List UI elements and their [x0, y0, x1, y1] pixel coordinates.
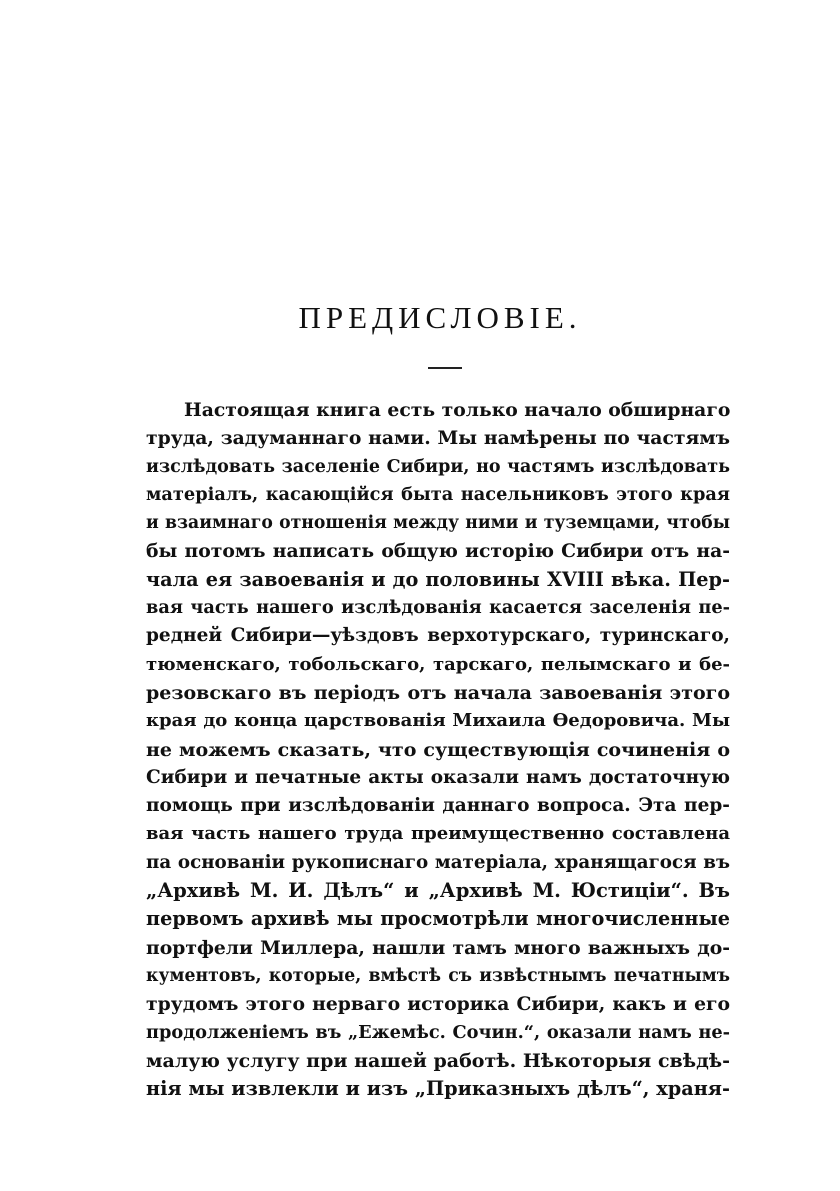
- text-line: и взаимнаго отношенія между ними и туземцами, чтобы: [146, 513, 730, 534]
- text-line: края до конца царствованія Михаила Өедоровича. Мы: [146, 710, 730, 732]
- text-line: „Архивѣ М. И. Дѣлъ“ и „Архивѣ М. Юстиціи“. Въ: [146, 879, 730, 903]
- text-line: бы потомъ написать общую исторію Сибири отъ на-: [146, 540, 730, 563]
- text-line: труда, задуманнаго нами. Мы намѣрены по частямъ: [146, 427, 730, 450]
- text-line: вая часть нашего труда преимущественно составлена: [146, 823, 730, 845]
- text-line: помощь при изслѣдованіи даннаго вопроса. Эта пер-: [146, 795, 730, 817]
- text-line: продолженіемъ въ „Ежемѣс. Сочин.“, оказали намъ не-: [146, 1021, 730, 1043]
- text-line: па основаніи рукописнаго матеріала, хранящагося въ: [146, 851, 730, 873]
- title-divider: [428, 367, 462, 369]
- text-line: вая часть нашего изслѣдованія касается заселенія пе-: [146, 597, 730, 619]
- text-line: редней Сибири—уѣздовъ верхотурскаго, туринскаго,: [146, 625, 730, 647]
- text-line: матеріалъ, касающійся быта насельниковъ этого края: [146, 483, 730, 505]
- text-line: портфели Миллера, нашли тамъ много важныхъ до-: [146, 936, 730, 959]
- text-line: резовскаго въ періодъ отъ начала завоеванія этого: [146, 681, 730, 704]
- text-line: тюменскаго, тобольскаго, тарскаго, пелымскаго и бе-: [146, 653, 730, 675]
- text-line: не можемъ сказать, что существующія сочиненія о: [146, 738, 730, 761]
- text-line: изслѣдовать заселеніе Сибири, но частямъ изслѣдовать: [146, 456, 730, 477]
- text-line: нія мы извлекли и изъ „Приказныхъ дѣлъ“, храня-: [146, 1077, 730, 1101]
- preface-paragraph: [146, 396, 730, 1103]
- text-line: чала ея завоеванія и до половины XVIII вѣка. Пер-: [146, 567, 730, 591]
- text-line: Сибири и печатные акты оказали намъ достаточную: [146, 766, 730, 788]
- text-line: Настоящая книга есть только начало обширнаго: [184, 399, 731, 421]
- text-line: малую услугу при нашей работѣ. Нѣкоторыя свѣдѣ-: [146, 1049, 730, 1072]
- text-line: кументовъ, которые, вмѣстѣ съ извѣстнымъ печатнымъ: [146, 965, 730, 986]
- text-line: трудомъ этого нерваго историка Сибири, какъ и его: [146, 993, 730, 1016]
- text-line: первомъ архивѣ мы просмотрѣли многочисленные: [146, 907, 730, 931]
- page-title: ПРЕДИСЛОВІЕ.: [298, 300, 582, 335]
